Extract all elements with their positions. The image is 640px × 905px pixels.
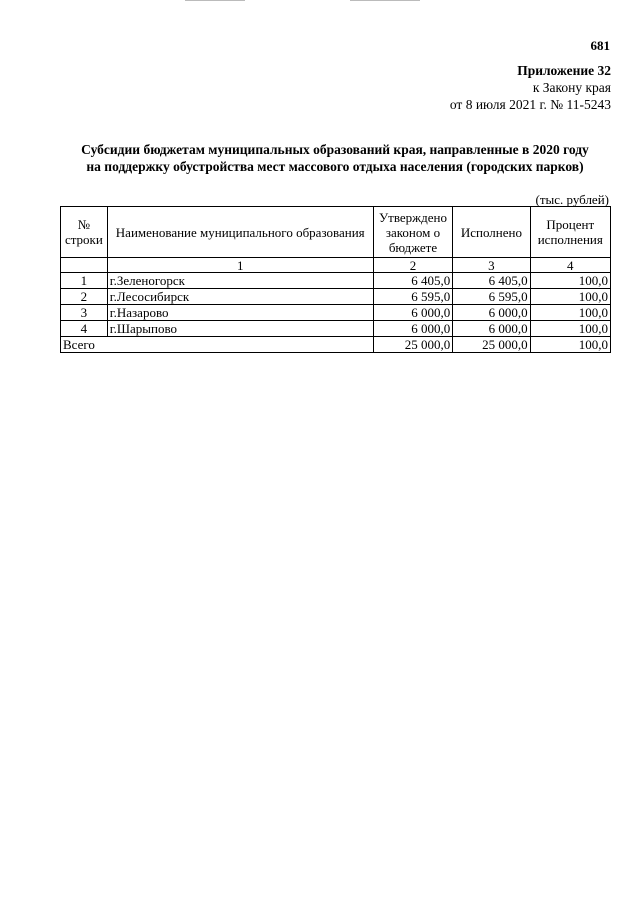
header-municipality-name: Наименование муниципального образования: [107, 207, 373, 258]
table-row: [61, 289, 611, 305]
executed-value: 6 595,0: [453, 289, 530, 305]
municipality-name: г.Шарыпово: [107, 321, 373, 337]
column-number-empty: [61, 258, 108, 273]
executed-value: 6 000,0: [453, 305, 530, 321]
approved-value: 6 405,0: [373, 273, 453, 289]
column-number-1: 1: [107, 258, 373, 273]
table-header-row: [61, 207, 611, 258]
subsidies-table: [60, 206, 611, 353]
table-row: [61, 273, 611, 289]
header-approved: Утверждено законом о бюджете: [373, 207, 453, 258]
municipality-name: г.Лесосибирск: [107, 289, 373, 305]
table-row: [61, 321, 611, 337]
appendix-date-line: от 8 июля 2021 г. № 11-5243: [449, 97, 611, 112]
total-percent: 100,0: [530, 337, 610, 353]
percent-value: 100,0: [530, 273, 610, 289]
units-label: (тыс. рублей): [535, 192, 609, 207]
municipality-name: г.Назарово: [107, 305, 373, 321]
row-number: 3: [61, 305, 108, 321]
total-label: Всего: [61, 337, 374, 353]
document-title: [60, 141, 610, 175]
column-number-3: 3: [453, 258, 530, 273]
appendix-block: [450, 62, 611, 113]
row-number: 1: [61, 273, 108, 289]
document-title-line-2: на поддержку обустройства мест массового отдыха населения (городских парков): [86, 159, 584, 174]
row-number: 2: [61, 289, 108, 305]
approved-value: 6 595,0: [373, 289, 453, 305]
approved-value: 6 000,0: [373, 321, 453, 337]
percent-value: 100,0: [530, 321, 610, 337]
executed-value: 6 000,0: [453, 321, 530, 337]
total-executed: 25 000,0: [453, 337, 530, 353]
page-number: 681: [590, 38, 610, 53]
percent-value: 100,0: [530, 289, 610, 305]
appendix-law-line: к Закону края: [532, 80, 611, 95]
table-total-row: [61, 337, 611, 353]
approved-value: 6 000,0: [373, 305, 453, 321]
document-title-line-1: Субсидии бюджетам муниципальных образований края, направленные в 2020 году: [81, 142, 589, 157]
executed-value: 6 405,0: [453, 273, 530, 289]
municipality-name: г.Зеленогорск: [107, 273, 373, 289]
column-number-4: 4: [530, 258, 610, 273]
table-row: [61, 305, 611, 321]
appendix-title: Приложение 32: [517, 63, 611, 78]
header-executed: Исполнено: [453, 207, 530, 258]
column-number-2: 2: [373, 258, 453, 273]
page-top-marks: [185, 0, 445, 4]
table-column-numbers-row: [61, 258, 611, 273]
header-percent: Процент исполнения: [530, 207, 610, 258]
percent-value: 100,0: [530, 305, 610, 321]
total-approved: 25 000,0: [373, 337, 453, 353]
header-row-number: № строки: [61, 207, 108, 258]
row-number: 4: [61, 321, 108, 337]
